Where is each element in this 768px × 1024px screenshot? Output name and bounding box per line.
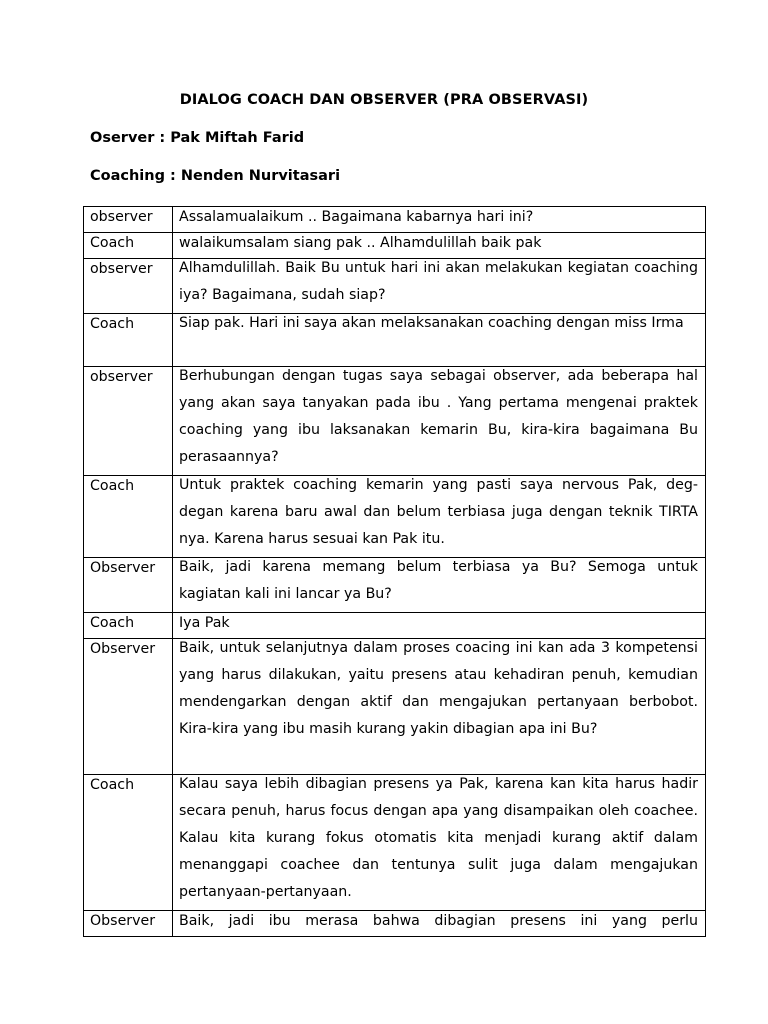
dialog-table: [83, 206, 706, 937]
dialog-text-cell: Baik, untuk selanjutnya dalam proses coacing ini kan ada 3 kompetensi yang harus dilakukan, yaitu presens atau kehadiran penuh, kemudian mendengarkan dengan aktif dan mengajukan pertanyaan berbobot. Kira-kira yang ibu masih kurang yakin dibagian apa ini Bu?: [173, 635, 706, 771]
speaker-cell: observer: [84, 207, 173, 233]
table-row: [84, 639, 706, 775]
dialog-text-cell: Untuk praktek coaching kemarin yang pasti saya nervous Pak, deg-degan karena baru awal dan belum terbiasa juga dengan teknik TIRTA nya. Karena harus sesuai kan Pak itu.: [173, 472, 706, 554]
speaker-cell: observer: [84, 367, 173, 476]
table-row: [84, 558, 706, 613]
speaker-cell: Coach: [84, 314, 173, 367]
document-title: DIALOG COACH DAN OBSERVER (PRA OBSERVASI): [179, 92, 589, 108]
dialog-text-cell: Alhamdulillah. Baik Bu untuk hari ini akan melakukan kegiatan coaching iya? Bagaimana, sudah siap?: [173, 255, 706, 310]
dialog-text-cell: Siap pak. Hari ini saya akan melaksanakan coaching dengan miss Irma: [173, 310, 706, 363]
table-row: [84, 476, 706, 558]
speaker-cell: Observer: [84, 911, 173, 937]
speaker-cell: Observer: [84, 558, 173, 613]
table-row: [84, 207, 706, 233]
dialog-text-cell: Berhubungan dengan tugas saya sebagai observer, ada beberapa hal yang akan saya tanyakan pada ibu . Yang pertama mengenai praktek coaching yang ibu laksanakan kemarin Bu, kira-kira bagaimana Bu perasaannya?: [173, 363, 706, 472]
speaker-cell: Coach: [84, 233, 173, 259]
speaker-cell: Coach: [84, 613, 173, 639]
dialog-text-cell: Iya Pak: [173, 613, 706, 639]
speaker-cell: Observer: [84, 639, 173, 775]
dialog-text-cell: Baik, jadi ibu merasa bahwa dibagian presens ini yang perlu: [173, 911, 706, 937]
dialog-text-cell: Assalamualaikum .. Bagaimana kabarnya hari ini?: [173, 207, 706, 233]
table-row: [84, 259, 706, 314]
dialog-text-cell: Baik, jadi karena memang belum terbiasa ya Bu? Semoga untuk kagiatan kali ini lancar ya Bu?: [173, 554, 706, 609]
speaker-cell: Coach: [84, 476, 173, 558]
table-row: [84, 314, 706, 367]
table-row: [84, 911, 706, 937]
observer-line: Oserver : Pak Miftah Farid: [90, 130, 305, 146]
dialog-text-cell: Kalau saya lebih dibagian presens ya Pak, karena kan kita harus hadir secara penuh, harus focus dengan apa yang disampaikan oleh coachee. Kalau kita kurang fokus otomatis kita menjadi kurang aktif dalam menanggapi coachee dan tentunya sulit juga dalam mengajukan pertanyaan-pertanyaan.: [173, 771, 706, 907]
dialog-text-cell: walaikumsalam siang pak .. Alhamdulillah baik pak: [173, 233, 706, 259]
speaker-cell: Coach: [84, 775, 173, 911]
table-row: [84, 775, 706, 911]
table-row: [84, 367, 706, 476]
coaching-line: Coaching : Nenden Nurvitasari: [90, 168, 341, 184]
speaker-cell: observer: [84, 259, 173, 314]
